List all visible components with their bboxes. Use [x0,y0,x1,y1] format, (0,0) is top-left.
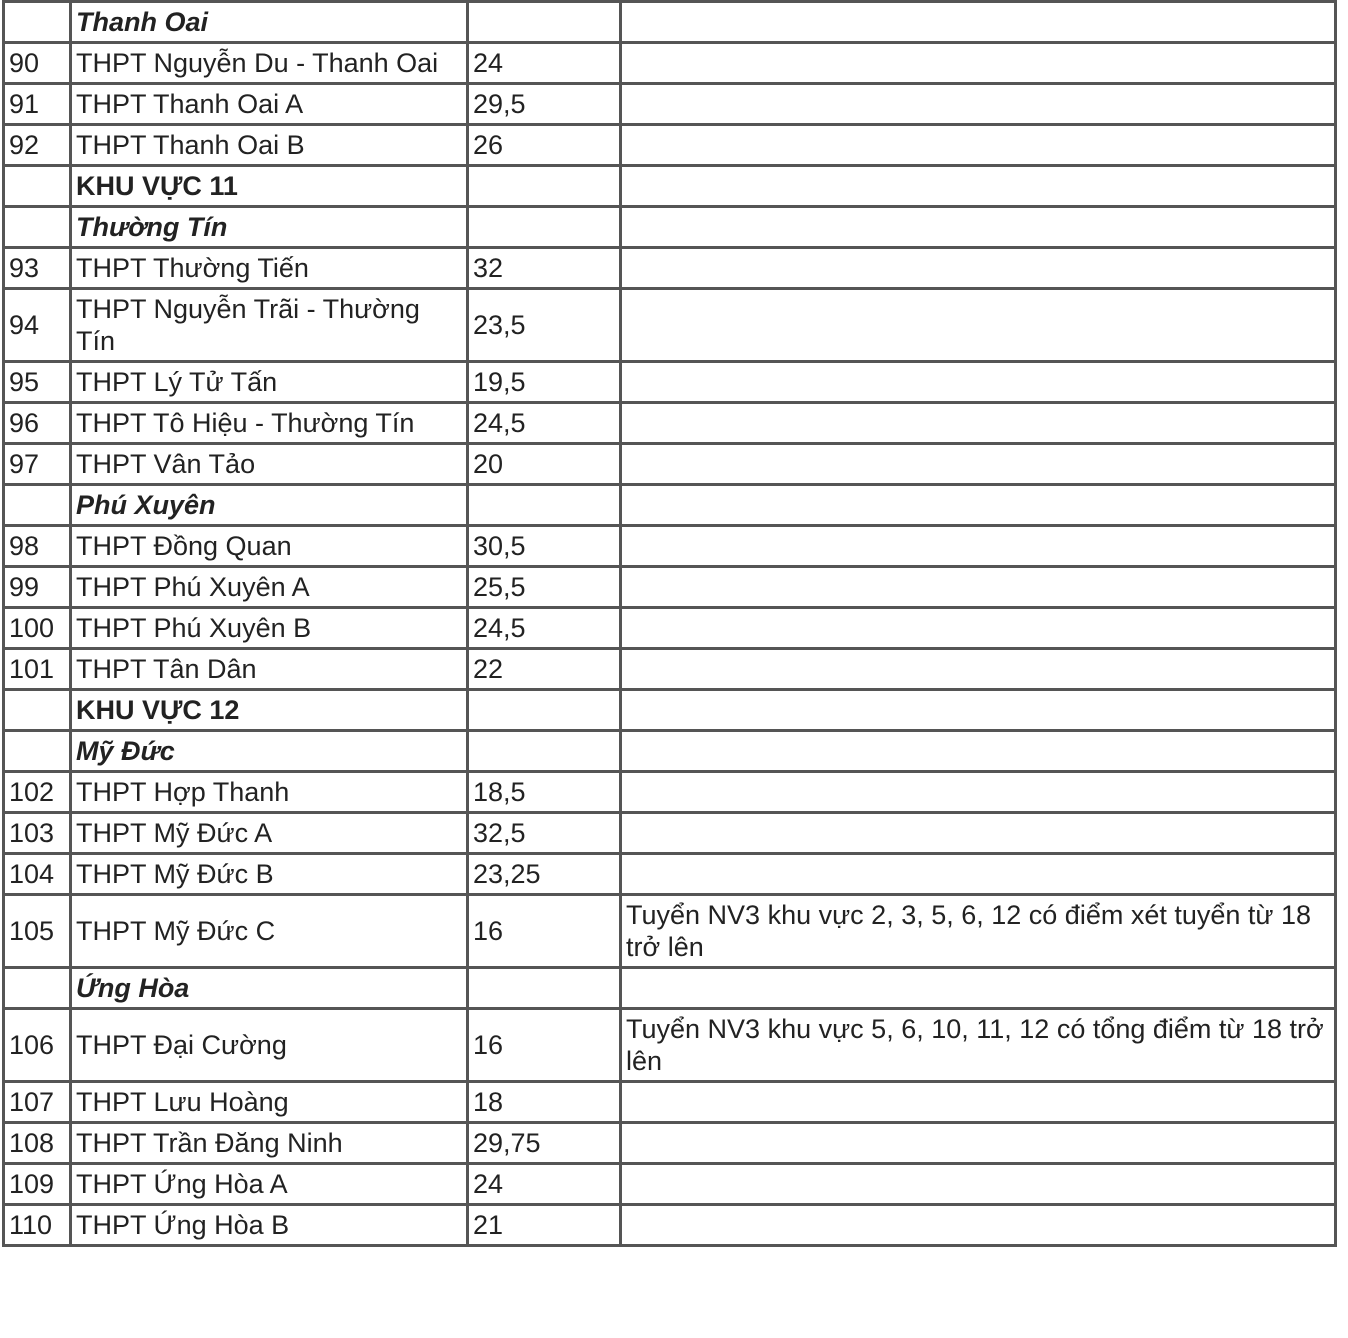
admission-score [468,2,621,43]
note: Tuyển NV3 khu vực 5, 6, 10, 11, 12 có tổng điểm từ 18 trở lên [621,1009,1336,1082]
admission-score: 19,5 [468,362,621,403]
note [621,567,1336,608]
row-number [4,207,71,248]
region-header-row [4,166,1336,207]
table-row [4,248,1336,289]
admission-score: 22 [468,649,621,690]
note [621,731,1336,772]
admission-score: 32,5 [468,813,621,854]
row-number: 91 [4,84,71,125]
school-name: THPT Tân Dân [71,649,468,690]
region-name: KHU VỰC 12 [71,690,468,731]
admission-score [468,690,621,731]
row-number: 93 [4,248,71,289]
school-name: THPT Đại Cường [71,1009,468,1082]
district-name: Phú Xuyên [71,485,468,526]
row-number: 102 [4,772,71,813]
note [621,1123,1336,1164]
school-name: THPT Thanh Oai B [71,125,468,166]
note [621,1164,1336,1205]
school-name: THPT Thường Tiến [71,248,468,289]
row-number [4,731,71,772]
table-row [4,567,1336,608]
note [621,43,1336,84]
table-row [4,1123,1336,1164]
admission-score: 16 [468,895,621,968]
school-name: THPT Thanh Oai A [71,84,468,125]
row-number: 95 [4,362,71,403]
school-name: THPT Tô Hiệu - Thường Tín [71,403,468,444]
admission-score [468,166,621,207]
admission-score: 24,5 [468,403,621,444]
region-name: KHU VỰC 11 [71,166,468,207]
district-header-row [4,2,1336,43]
admission-score: 25,5 [468,567,621,608]
note [621,248,1336,289]
table-row [4,444,1336,485]
row-number: 99 [4,567,71,608]
row-number: 107 [4,1082,71,1123]
table-row [4,403,1336,444]
row-number: 106 [4,1009,71,1082]
district-name: Mỹ Đức [71,731,468,772]
row-number: 110 [4,1205,71,1246]
admission-score: 21 [468,1205,621,1246]
table-row [4,772,1336,813]
note [621,166,1336,207]
school-name: THPT Đồng Quan [71,526,468,567]
note [621,485,1336,526]
admission-score: 24 [468,43,621,84]
admission-score [468,485,621,526]
note [621,690,1336,731]
table-row [4,813,1336,854]
table-row [4,608,1336,649]
row-number [4,166,71,207]
admission-score: 32 [468,248,621,289]
note [621,444,1336,485]
school-name: THPT Phú Xuyên B [71,608,468,649]
admission-score: 29,5 [468,84,621,125]
note [621,968,1336,1009]
row-number: 103 [4,813,71,854]
note [621,125,1336,166]
row-number: 100 [4,608,71,649]
table-row [4,1082,1336,1123]
school-name: THPT Mỹ Đức A [71,813,468,854]
row-number: 97 [4,444,71,485]
school-name: THPT Mỹ Đức B [71,854,468,895]
school-name: THPT Ứng Hòa B [71,1205,468,1246]
district-name: Thanh Oai [71,2,468,43]
row-number [4,485,71,526]
school-name: THPT Lý Tử Tấn [71,362,468,403]
row-number [4,968,71,1009]
note [621,649,1336,690]
row-number: 96 [4,403,71,444]
note [621,1205,1336,1246]
note [621,2,1336,43]
row-number [4,2,71,43]
row-number: 109 [4,1164,71,1205]
note [621,84,1336,125]
admission-score: 24 [468,1164,621,1205]
note [621,813,1336,854]
note [621,772,1336,813]
district-name: Thường Tín [71,207,468,248]
row-number: 94 [4,289,71,362]
school-name: THPT Mỹ Đức C [71,895,468,968]
row-number: 90 [4,43,71,84]
note [621,854,1336,895]
school-name: THPT Nguyễn Du - Thanh Oai [71,43,468,84]
row-number: 108 [4,1123,71,1164]
note [621,403,1336,444]
admission-score: 23,25 [468,854,621,895]
table-body [4,2,1336,1246]
row-number: 104 [4,854,71,895]
table-row [4,289,1336,362]
school-name: THPT Trần Đăng Ninh [71,1123,468,1164]
table-row [4,125,1336,166]
note [621,526,1336,567]
note [621,289,1336,362]
table-row [4,1164,1336,1205]
table-row [4,1009,1336,1082]
school-name: THPT Nguyễn Trãi - Thường Tín [71,289,468,362]
table-row [4,362,1336,403]
admission-score: 29,75 [468,1123,621,1164]
school-name: THPT Ứng Hòa A [71,1164,468,1205]
admission-score [468,968,621,1009]
admission-scores-table [2,0,1337,1247]
admission-score [468,731,621,772]
region-header-row [4,690,1336,731]
district-name: Ứng Hòa [71,968,468,1009]
table-row [4,526,1336,567]
admission-score: 24,5 [468,608,621,649]
row-number: 105 [4,895,71,968]
table-row [4,43,1336,84]
school-name: THPT Vân Tảo [71,444,468,485]
table-row [4,895,1336,968]
school-name: THPT Phú Xuyên A [71,567,468,608]
admission-score: 18,5 [468,772,621,813]
district-header-row [4,968,1336,1009]
note [621,608,1336,649]
row-number: 98 [4,526,71,567]
school-name: THPT Lưu Hoàng [71,1082,468,1123]
district-header-row [4,485,1336,526]
note [621,1082,1336,1123]
note [621,362,1336,403]
district-header-row [4,207,1336,248]
admission-score: 18 [468,1082,621,1123]
table-row [4,84,1336,125]
table-row [4,649,1336,690]
table-row [4,854,1336,895]
admission-score: 20 [468,444,621,485]
row-number: 101 [4,649,71,690]
district-header-row [4,731,1336,772]
admission-score: 26 [468,125,621,166]
admission-score: 16 [468,1009,621,1082]
admission-score: 30,5 [468,526,621,567]
note [621,207,1336,248]
table-row [4,1205,1336,1246]
admission-score: 23,5 [468,289,621,362]
admission-score [468,207,621,248]
row-number: 92 [4,125,71,166]
school-name: THPT Hợp Thanh [71,772,468,813]
row-number [4,690,71,731]
note: Tuyển NV3 khu vực 2, 3, 5, 6, 12 có điểm xét tuyển từ 18 trở lên [621,895,1336,968]
